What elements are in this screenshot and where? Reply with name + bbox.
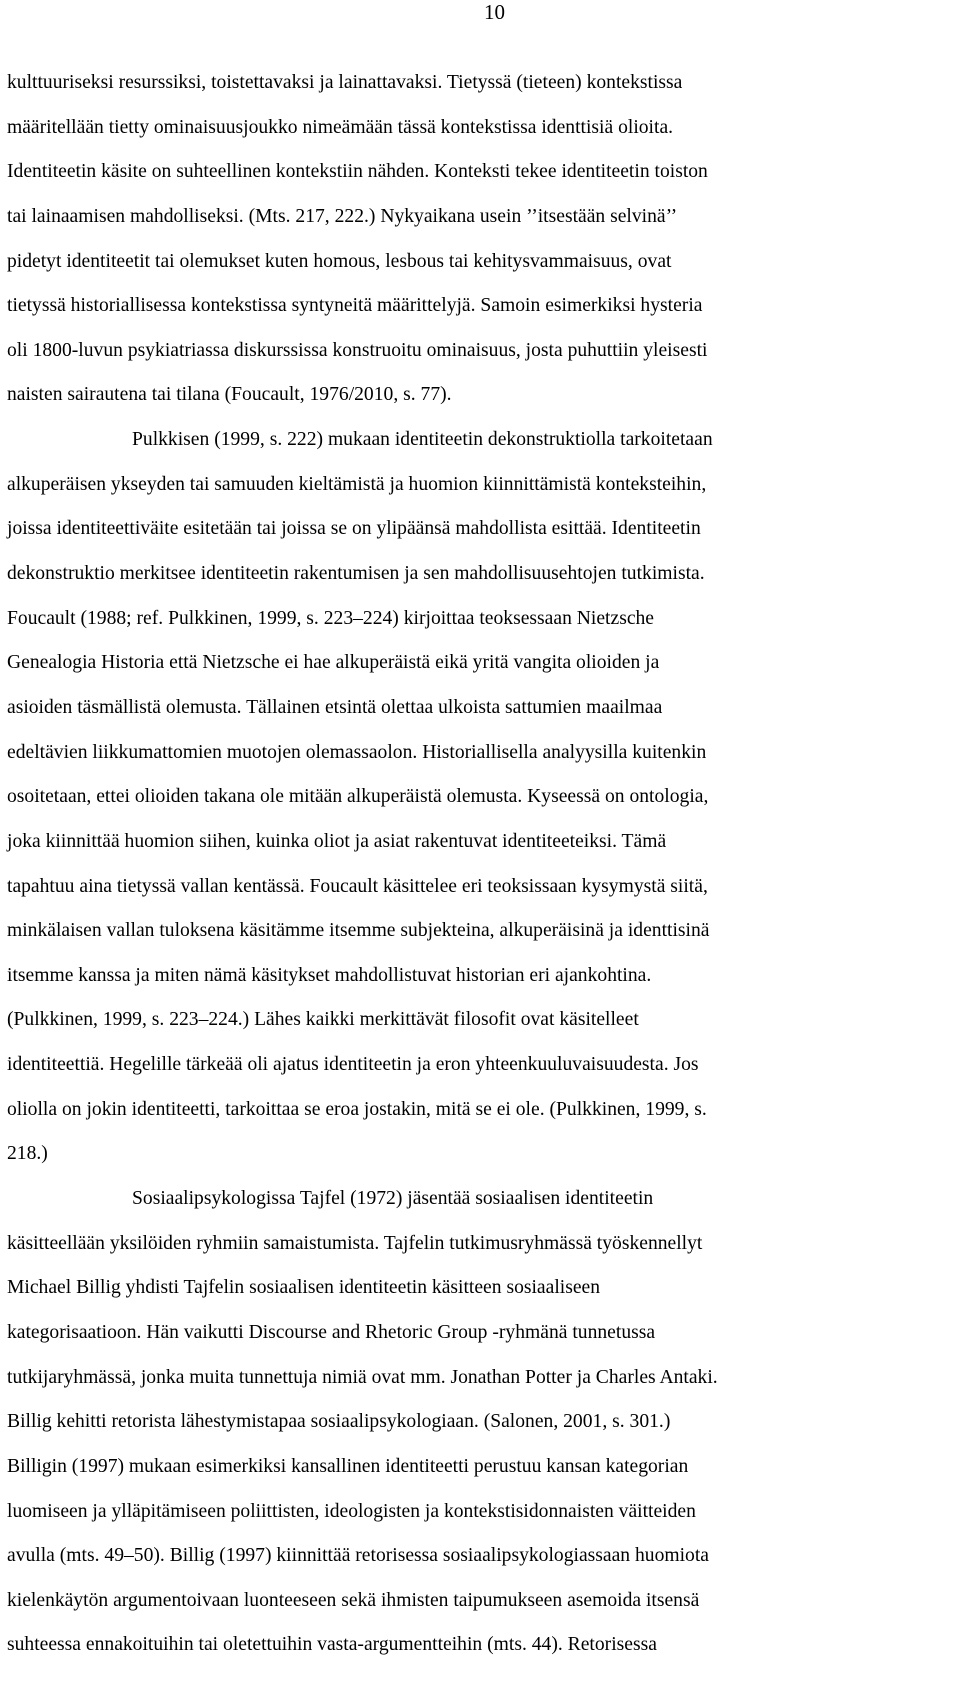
text-line: alkuperäisen ykseyden tai samuuden kieltämistä ja huomion kiinnittämistä konteksteihin,: [7, 473, 707, 495]
text-line: luomiseen ja ylläpitämiseen poliittisten, ideologisten ja kontekstisidonnaisten väitteiden: [7, 1500, 696, 1522]
text-line: kulttuuriseksi resurssiksi, toistettavaksi ja lainattavaksi. Tietyssä (tieteen) kontekstissa: [7, 72, 683, 93]
text-line: 218.): [7, 1143, 48, 1165]
text-line: avulla (mts. 49–50). Billig (1997) kiinnittää retorisessa sosiaalipsykologiassaan huomiota: [7, 1545, 709, 1567]
text-line: joissa identiteettiväite esitetään tai joissa se on ylipäänsä mahdollista esittää. Identiteetin: [7, 518, 701, 540]
text-line: oli 1800-luvun psykiatriassa diskurssissa konstruoitu ominaisuus, josta puhuttiin yleisesti: [7, 339, 708, 361]
text-line: määritellään tietty ominaisuusjoukko nimeämään tässä kontekstissa identtisiä olioita.: [7, 116, 674, 138]
text-line: oliolla on jokin identiteetti, tarkoittaa se eroa jostakin, mitä se ei ole. (Pulkkinen, 1999, s.: [7, 1098, 707, 1120]
text-line: tai lainaamisen mahdolliseksi. (Mts. 217, 222.) Nykyaikana usein ’’itsestään selvinä’’: [7, 205, 678, 227]
text-line: Identiteetin käsite on suhteellinen kontekstiin nähden. Konteksti tekee identiteetin toiston: [7, 161, 708, 183]
text-line: suhteessa ennakoituihin tai oletettuihin vasta-argumentteihin (mts. 44). Retorisessa: [7, 1634, 657, 1656]
paragraph-first-line: Pulkkisen (1999, s. 222) mukaan identiteetin dekonstruktiolla tarkoitetaan: [132, 429, 713, 451]
text-line: tutkijaryhmässä, jonka muita tunnettuja nimiä ovat mm. Jonathan Potter ja Charles Antaki.: [7, 1366, 718, 1388]
text-line: itsemme kanssa ja miten nämä käsitykset mahdollistuvat historian eri ajankohtina.: [7, 964, 652, 986]
text-line: edeltävien liikkumattomien muotojen olemassaolon. Historiallisella analyysilla kuitenkin: [7, 741, 707, 763]
text-line: osoitetaan, ettei olioiden takana ole mitään alkuperäistä olemusta. Kyseessä on ontologia,: [7, 786, 709, 808]
text-line: (Pulkkinen, 1999, s. 223–224.) Lähes kaikki merkittävät filosofit ovat käsitelleet: [7, 1009, 639, 1031]
text-line: joka kiinnittää huomion siihen, kuinka oliot ja asiat rakentuvat identiteeteiksi. Tämä: [7, 830, 667, 852]
text-line: Michael Billig yhdisti Tajfelin sosiaalisen identiteetin käsitteen sosiaaliseen: [7, 1277, 601, 1299]
text-line: dekonstruktio merkitsee identiteetin rakentumisen ja sen mahdollisuusehtojen tutkimista.: [7, 563, 705, 585]
text-line: kielenkäytön argumentoivaan luonteeseen sekä ihmisten taipumukseen asemoida itsensä: [7, 1589, 700, 1611]
text-line: Foucault (1988; ref. Pulkkinen, 1999, s. 223–224) kirjoittaa teoksessaan Nietzsche: [7, 607, 655, 629]
body-text: [7, 61, 953, 1668]
text-line: identiteettiä. Hegelille tärkeää oli ajatus identiteetin ja eron yhteenkuuluvaisuudesta. Jos: [7, 1054, 699, 1076]
text-line: kategorisaatioon. Hän vaikutti Discourse and Rhetoric Group -ryhmänä tunnetussa: [7, 1321, 656, 1343]
text-line: käsitteellään yksilöiden ryhmiin samaistumista. Tajfelin tutkimusryhmässä työskennellyt: [7, 1232, 703, 1254]
text-line: minkälaisen vallan tuloksena käsitämme itsemme subjekteina, alkuperäisinä ja identtisinä: [7, 920, 710, 942]
text-line: tapahtuu aina tietyssä vallan kentässä. Foucault käsittelee eri teoksissaan kysymystä siitä,: [7, 875, 708, 897]
text-line: pidetyt identiteetit tai olemukset kuten homous, lesbous tai kehitysvammaisuus, ovat: [7, 250, 672, 272]
text-line: naisten sairautena tai tilana (Foucault, 1976/2010, s. 77).: [7, 384, 452, 406]
text-line: Billigin (1997) mukaan esimerkiksi kansallinen identiteetti perustuu kansan kategorian: [7, 1455, 689, 1477]
text-line: Billig kehitti retorista lähestymistapaa sosiaalipsykologiaan. (Salonen, 2001, s. 301.): [7, 1411, 671, 1433]
page-number: 10: [484, 0, 505, 24]
text-line: Genealogia Historia että Nietzsche ei hae alkuperäistä eikä yritä vangita olioiden ja: [7, 652, 660, 674]
text-line: asioiden täsmällistä olemusta. Tällainen etsintä olettaa ulkoista sattumien maailmaa: [7, 696, 663, 718]
paragraph-first-line: Sosiaalipsykologissa Tajfel (1972) jäsentää sosiaalisen identiteetin: [132, 1188, 654, 1210]
text-line: tietyssä historiallisessa kontekstissa syntyneitä määrittelyjä. Samoin esimerkiksi hysteria: [7, 295, 703, 317]
